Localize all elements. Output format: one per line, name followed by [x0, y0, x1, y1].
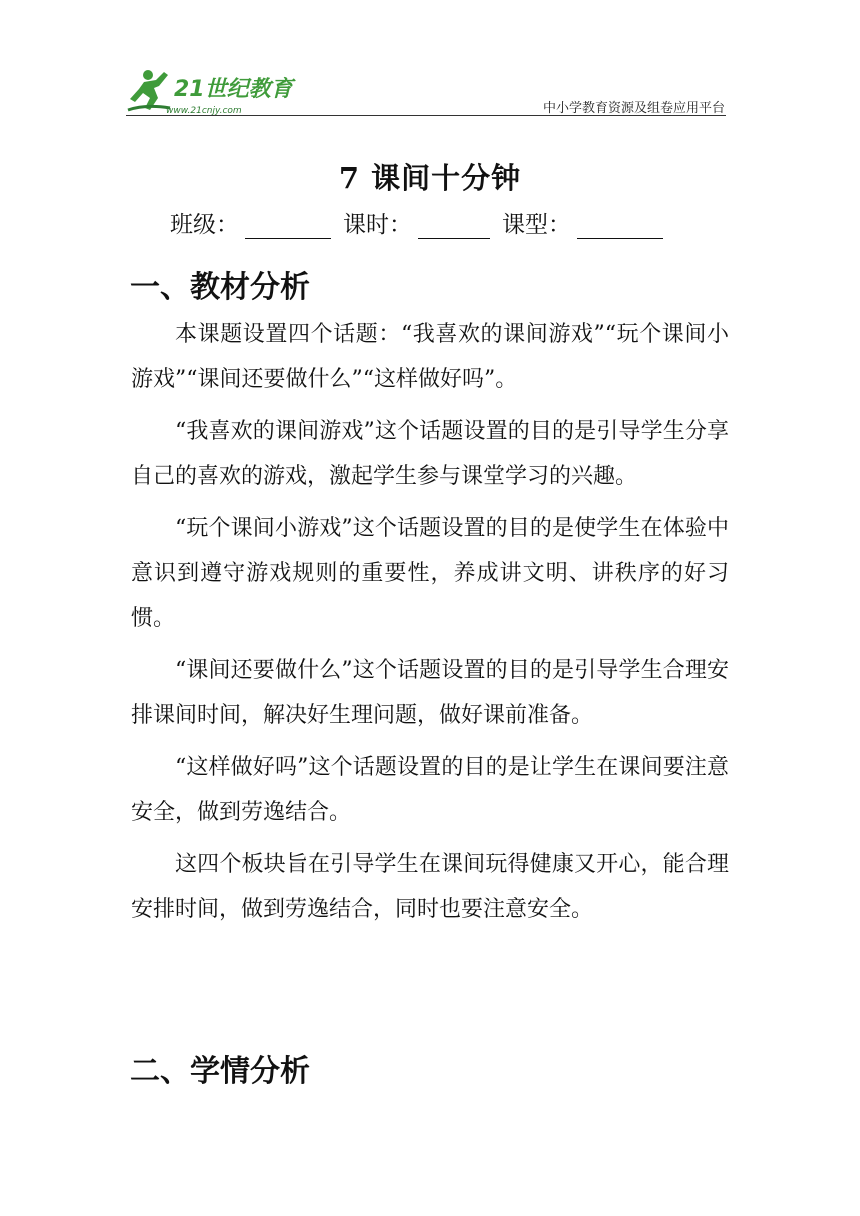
lesson-meta: [170, 206, 675, 239]
runner-icon: [128, 70, 170, 110]
svg-text:www.21cnjy.com: www.21cnjy.com: [166, 106, 242, 116]
section-heading-learner-analysis: 二、学情分析: [130, 1054, 310, 1089]
textbook-analysis-body: [131, 312, 729, 932]
section-heading-textbook-analysis: 一、教材分析: [130, 270, 310, 305]
paragraph: “我喜欢的课间游戏”这个话题设置的目的是引导学生分享自己的喜欢的游戏，激起学生参与课堂学习的兴趣。: [131, 419, 729, 489]
class-label: 班级：: [170, 212, 239, 238]
paragraph: “这样做好吗”这个话题设置的目的是让学生在课间要注意安全，做到劳逸结合。: [131, 755, 729, 825]
lesson-title: 7 课间十分钟: [338, 161, 522, 195]
type-blank: [577, 212, 663, 239]
paragraph: “课间还要做什么”这个话题设置的目的是引导学生合理安排课间时间，解决好生理问题，做好课前准备。: [131, 658, 729, 728]
period-label: 课时：: [343, 212, 412, 238]
page-header: [0, 0, 860, 120]
paragraph: 本课题设置四个话题：“我喜欢的课间游戏”“玩个课间小游戏”“课间还要做什么”“这样做好吗”。: [131, 322, 729, 392]
paragraph: “玩个课间小游戏”这个话题设置的目的是使学生在体验中意识到遵守游戏规则的重要性，养成讲文明、讲秩序的好习惯。: [131, 516, 729, 631]
svg-text:21世纪教育: 21世纪教育: [174, 77, 293, 102]
21cnjy-logo: [126, 66, 296, 118]
header-divider: [126, 115, 726, 116]
paragraph: 这四个板块旨在引导学生在课间玩得健康又开心，能合理安排时间，做到劳逸结合，同时也要注意安全。: [131, 852, 729, 922]
period-blank: [418, 212, 490, 239]
site-tagline: 中小学教育资源及组卷应用平台: [542, 101, 725, 116]
type-label: 课型：: [502, 212, 571, 238]
class-blank: [245, 212, 331, 239]
